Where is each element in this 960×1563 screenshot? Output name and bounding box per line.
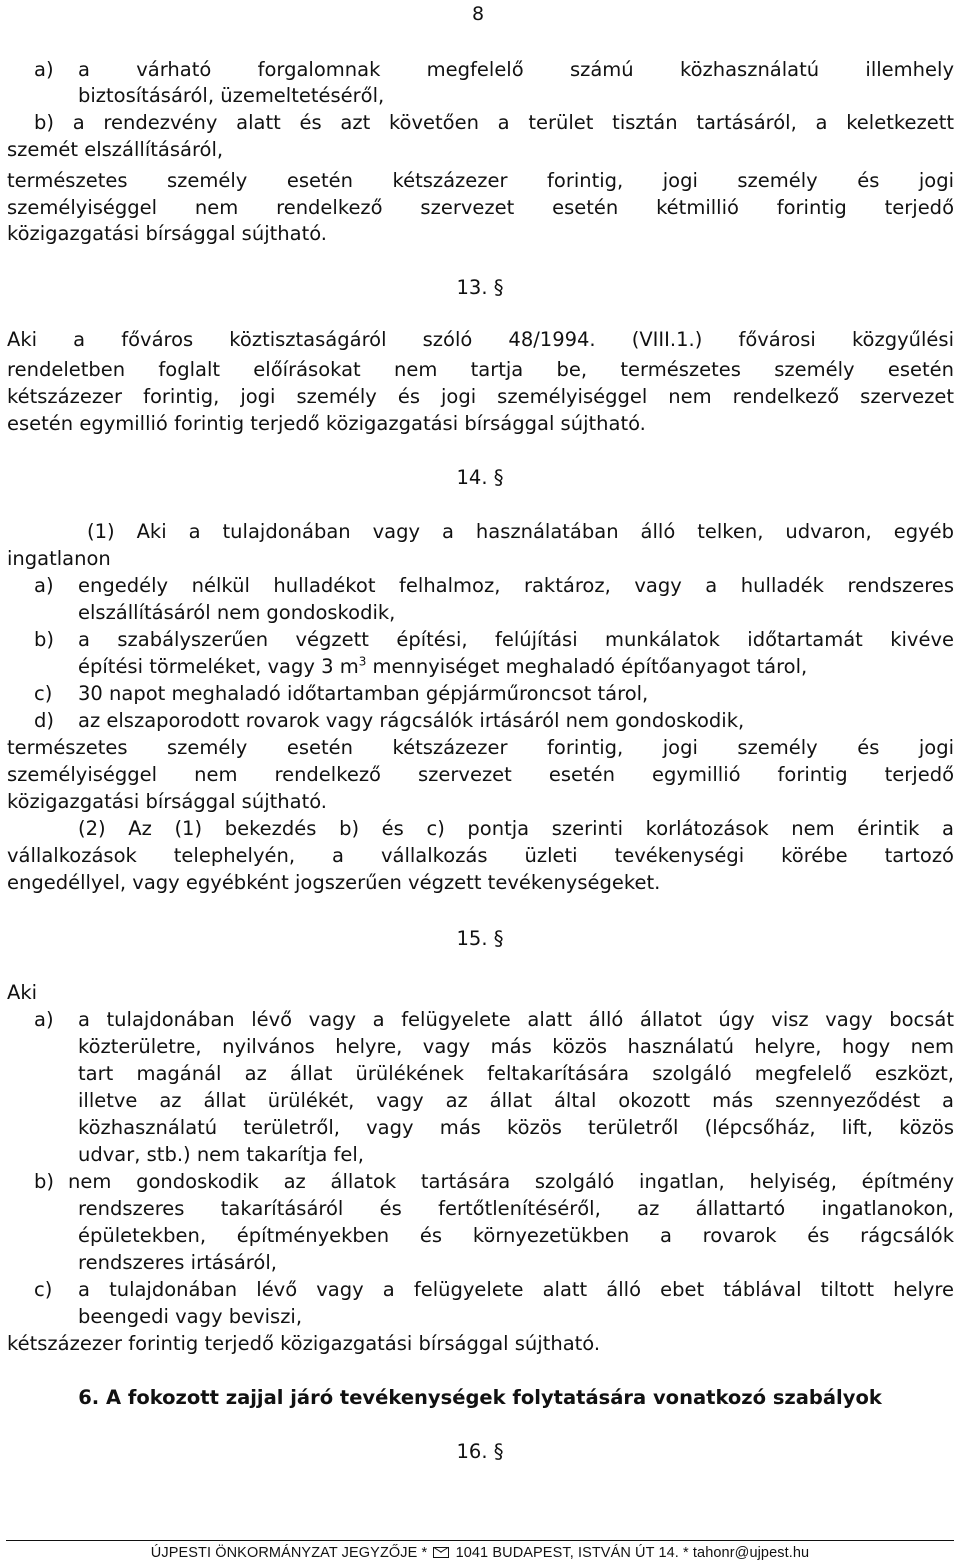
text-line bbox=[78, 654, 954, 680]
text-fragment: mennyiséget meghaladó építőanyagot tárol, bbox=[366, 655, 808, 678]
text-line: rendszeres takarításáról és fertőtlenítéséről, az állattartó ingatlanokon, bbox=[78, 1197, 954, 1220]
section-heading-15: 15. § bbox=[456, 927, 504, 950]
item-label-a: a) bbox=[34, 574, 54, 597]
item-label-a: a) bbox=[34, 1008, 54, 1031]
text-line: engedély nélkül hulladékot felhalmoz, raktároz, vagy a hulladék rendszeres bbox=[78, 574, 954, 597]
text-line: rendeletben foglalt előírásokat nem tartja be, természetes személy esetén bbox=[7, 358, 954, 381]
text-line: kétszázezer forintig terjedő közigazgatási bírsággal sújtható. bbox=[7, 1332, 601, 1355]
item-label-b: b) bbox=[34, 628, 54, 651]
text-line: illetve az állat ürülékét, vagy az állat által okozott más szennyeződést a bbox=[78, 1089, 954, 1112]
footer-left: ÚJPESTI ÖNKORMÁNYZAT JEGYZŐJE * bbox=[150, 1545, 428, 1561]
text-line: vállalkozások telephelyén, a vállalkozás üzleti tevékenységi körébe tartozó bbox=[7, 844, 954, 867]
superscript: 3 bbox=[358, 654, 367, 669]
chapter-title: 6. A fokozott zajjal járó tevékenységek folytatására vonatkozó szabályok bbox=[78, 1386, 882, 1409]
text-line: a tulajdonában lévő vagy a felügyelete alatt álló ebet táblával tiltott helyre bbox=[78, 1278, 954, 1301]
footer-right: 1041 BUDAPEST, ISTVÁN ÚT 14. * tahonr@ujpest.hu bbox=[455, 1545, 810, 1561]
text-line: esetén egymillió forintig terjedő közigazgatási bírsággal sújtható. bbox=[7, 412, 646, 435]
text-line: b) a rendezvény alatt és azt követően a terület tisztán tartásáról, a keletkezett bbox=[34, 111, 954, 134]
text-line: közigazgatási bírsággal sújtható. bbox=[7, 790, 328, 813]
text-line: személyiséggel nem rendelkező szervezet esetén egymillió forintig terjedő bbox=[7, 763, 954, 786]
item-label-c: c) bbox=[34, 1278, 53, 1301]
text-line: elszállításáról nem gondoskodik, bbox=[78, 601, 396, 624]
text-line: Aki a főváros köztisztaságáról szóló 48/1994. (VIII.1.) fővárosi közgyűlési bbox=[7, 328, 954, 351]
text-line: udvar, stb.) nem takarítja fel, bbox=[78, 1143, 364, 1166]
text-line: engedéllyel, vagy egyébként jogszerűen végzett tevékenységeket. bbox=[7, 871, 661, 894]
section-heading-13: 13. § bbox=[456, 276, 504, 299]
text-line: kétszázezer forintig, jogi személy és jogi személyiséggel nem rendelkező szervezet bbox=[7, 385, 954, 408]
section-heading-14: 14. § bbox=[456, 466, 504, 489]
item-label-c: c) bbox=[34, 682, 53, 705]
text-line: közigazgatási bírsággal sújtható. bbox=[7, 222, 328, 245]
text-line: biztosításáról, üzemeltetéséről, bbox=[78, 84, 385, 107]
text-line: ingatlanon bbox=[7, 547, 111, 570]
text-line: Aki bbox=[7, 981, 38, 1004]
footer bbox=[0, 1544, 960, 1562]
text-line: rendszeres irtásáról, bbox=[78, 1251, 277, 1274]
text-line: 30 napot meghaladó időtartamban gépjárműroncsot tárol, bbox=[78, 682, 649, 705]
envelope-icon bbox=[433, 1547, 449, 1558]
text-line: beengedi vagy beviszi, bbox=[78, 1305, 303, 1328]
item-label-b: b) bbox=[34, 1170, 54, 1193]
text-line: tart magánál az állat ürülékének feltakarítására szolgáló megfelelő eszközt, bbox=[78, 1062, 954, 1085]
text-fragment: építési törmeléket, vagy 3 m bbox=[78, 655, 359, 678]
text-line: az elszaporodott rovarok vagy rágcsálók irtásáról nem gondoskodik, bbox=[78, 709, 745, 732]
footer-rule bbox=[6, 1540, 954, 1541]
text-line: nem gondoskodik az állatok tartására szolgáló ingatlan, helyiség, építmény bbox=[68, 1170, 954, 1193]
item-label-a: a) bbox=[34, 58, 54, 81]
item-label-d: d) bbox=[34, 709, 54, 732]
page-number: 8 bbox=[472, 3, 485, 25]
text-line: épületekben, építményekben és környezetükben a rovarok és rágcsálók bbox=[78, 1224, 954, 1247]
text-line: a várható forgalomnak megfelelő számú közhasználatú illemhely bbox=[78, 58, 954, 81]
text-line: természetes személy esetén kétszázezer forintig, jogi személy és jogi bbox=[7, 169, 954, 192]
text-line: személyiséggel nem rendelkező szervezet esetén kétmillió forintig terjedő bbox=[7, 196, 954, 219]
text-line: (2) Az (1) bekezdés b) és c) pontja szerinti korlátozások nem érintik a bbox=[78, 817, 954, 840]
text-line: szemét elszállításáról, bbox=[7, 138, 224, 161]
section-heading-16: 16. § bbox=[456, 1440, 504, 1463]
text-line: természetes személy esetén kétszázezer forintig, jogi személy és jogi bbox=[7, 736, 954, 759]
text-line: a tulajdonában lévő vagy a felügyelete alatt álló állatot úgy visz vagy bocsát bbox=[78, 1008, 954, 1031]
text-line: közhasználatú területről, vagy más közös területről (lépcsőház, lift, közös bbox=[78, 1116, 954, 1139]
text-line: (1) Aki a tulajdonában vagy a használatában álló telken, udvaron, egyéb bbox=[87, 520, 954, 543]
text-line: közterületre, nyilvános helyre, vagy más közös használatú helyre, hogy nem bbox=[78, 1035, 954, 1058]
text-line: a szabályszerűen végzett építési, felújítási munkálatok időtartamát kivéve bbox=[78, 628, 954, 651]
